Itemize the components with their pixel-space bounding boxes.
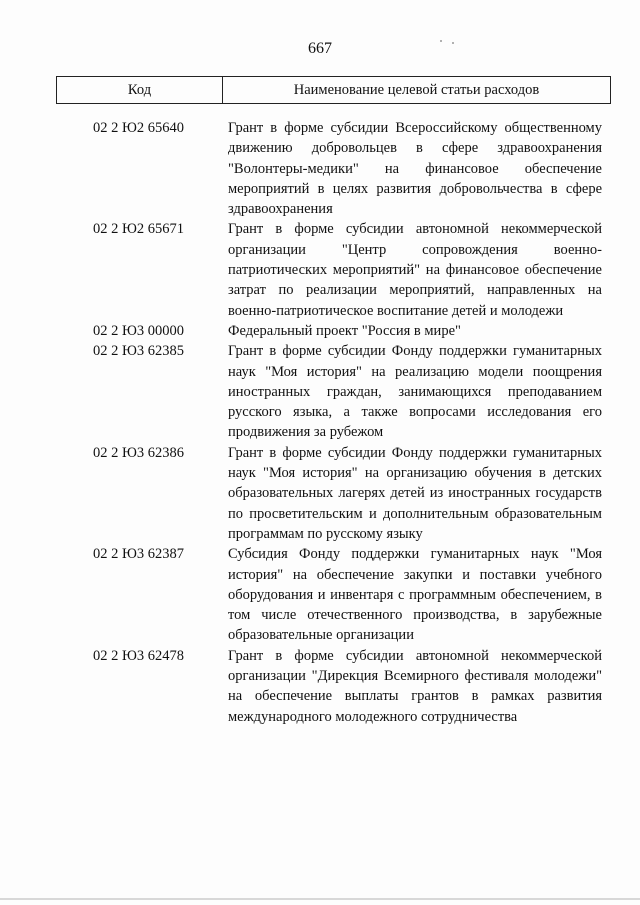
- row-code: 02 2 Ю3 62386: [93, 444, 185, 461]
- table-row: [0, 321, 640, 341]
- row-name: Грант в форме субсидии Фонду поддержки гуманитарных наук "Моя история" на организацию обучения в детских образовательных лагерях детей из иностранных государств по просветительским и дополнительным образовательным программам по русскому языку: [228, 444, 602, 542]
- scan-speck: [452, 42, 454, 44]
- table-body: [0, 118, 640, 727]
- table-row: [0, 646, 640, 727]
- table-row: [0, 118, 640, 219]
- table-row: [0, 443, 640, 544]
- row-code: 02 2 Ю2 65671: [93, 221, 185, 238]
- row-code: 02 2 Ю2 65640: [93, 120, 185, 136]
- row-code: 02 2 Ю3 62478: [93, 647, 185, 664]
- row-code: 02 2 Ю3 00000: [93, 322, 185, 339]
- row-name: Федеральный проект "Россия в мире": [228, 322, 461, 339]
- row-name: Грант в форме субсидии Фонду поддержки гуманитарных наук "Моя история" на реализацию модели поощрения иностранных граждан, занимающихся преподаванием русского языка, а также вопросами исследования его продвижения за рубежом: [228, 343, 602, 441]
- header-name: Наименование целевой статьи расходов: [293, 81, 540, 98]
- row-code: 02 2 Ю3 62387: [93, 546, 185, 563]
- row-name: Грант в форме субсидии Всероссийскому общественному движению добровольцев в сфере здравоохранения "Волонтеры-медики" на финансовое обеспечение мероприятий в целях развития добровольчества в сфере здравоохранения: [228, 120, 602, 218]
- row-name: Грант в форме субсидии автономной некоммерческой организации "Центр сопровождения военно-патриотических мероприятий" на финансовое обеспечение затрат по реализации мероприятий, направленных на военно-патриотическое воспитание детей и молодежи: [228, 221, 602, 319]
- table-row: [0, 544, 640, 645]
- table-row: [0, 219, 640, 320]
- row-name: Грант в форме субсидии автономной некоммерческой организации "Дирекция Всемирного фестиваля молодежи" на обеспечение выплаты грантов в рамках развития международного молодежного сотрудничества: [228, 647, 602, 725]
- scan-speck: [440, 40, 442, 42]
- header-code: Код: [57, 77, 223, 103]
- page-number: 667: [308, 40, 332, 57]
- row-name: Субсидия Фонду поддержки гуманитарных наук "Моя история" на обеспечение закупки и поставки учебного оборудования и инвентаря с программным обеспечением, в том числе отечественного производства, в зарубежные образовательные организации: [228, 546, 602, 644]
- scan-bottom-edge: [0, 898, 640, 900]
- row-code: 02 2 Ю3 62385: [93, 343, 185, 360]
- table-row: [0, 341, 640, 442]
- table-header: [56, 76, 611, 104]
